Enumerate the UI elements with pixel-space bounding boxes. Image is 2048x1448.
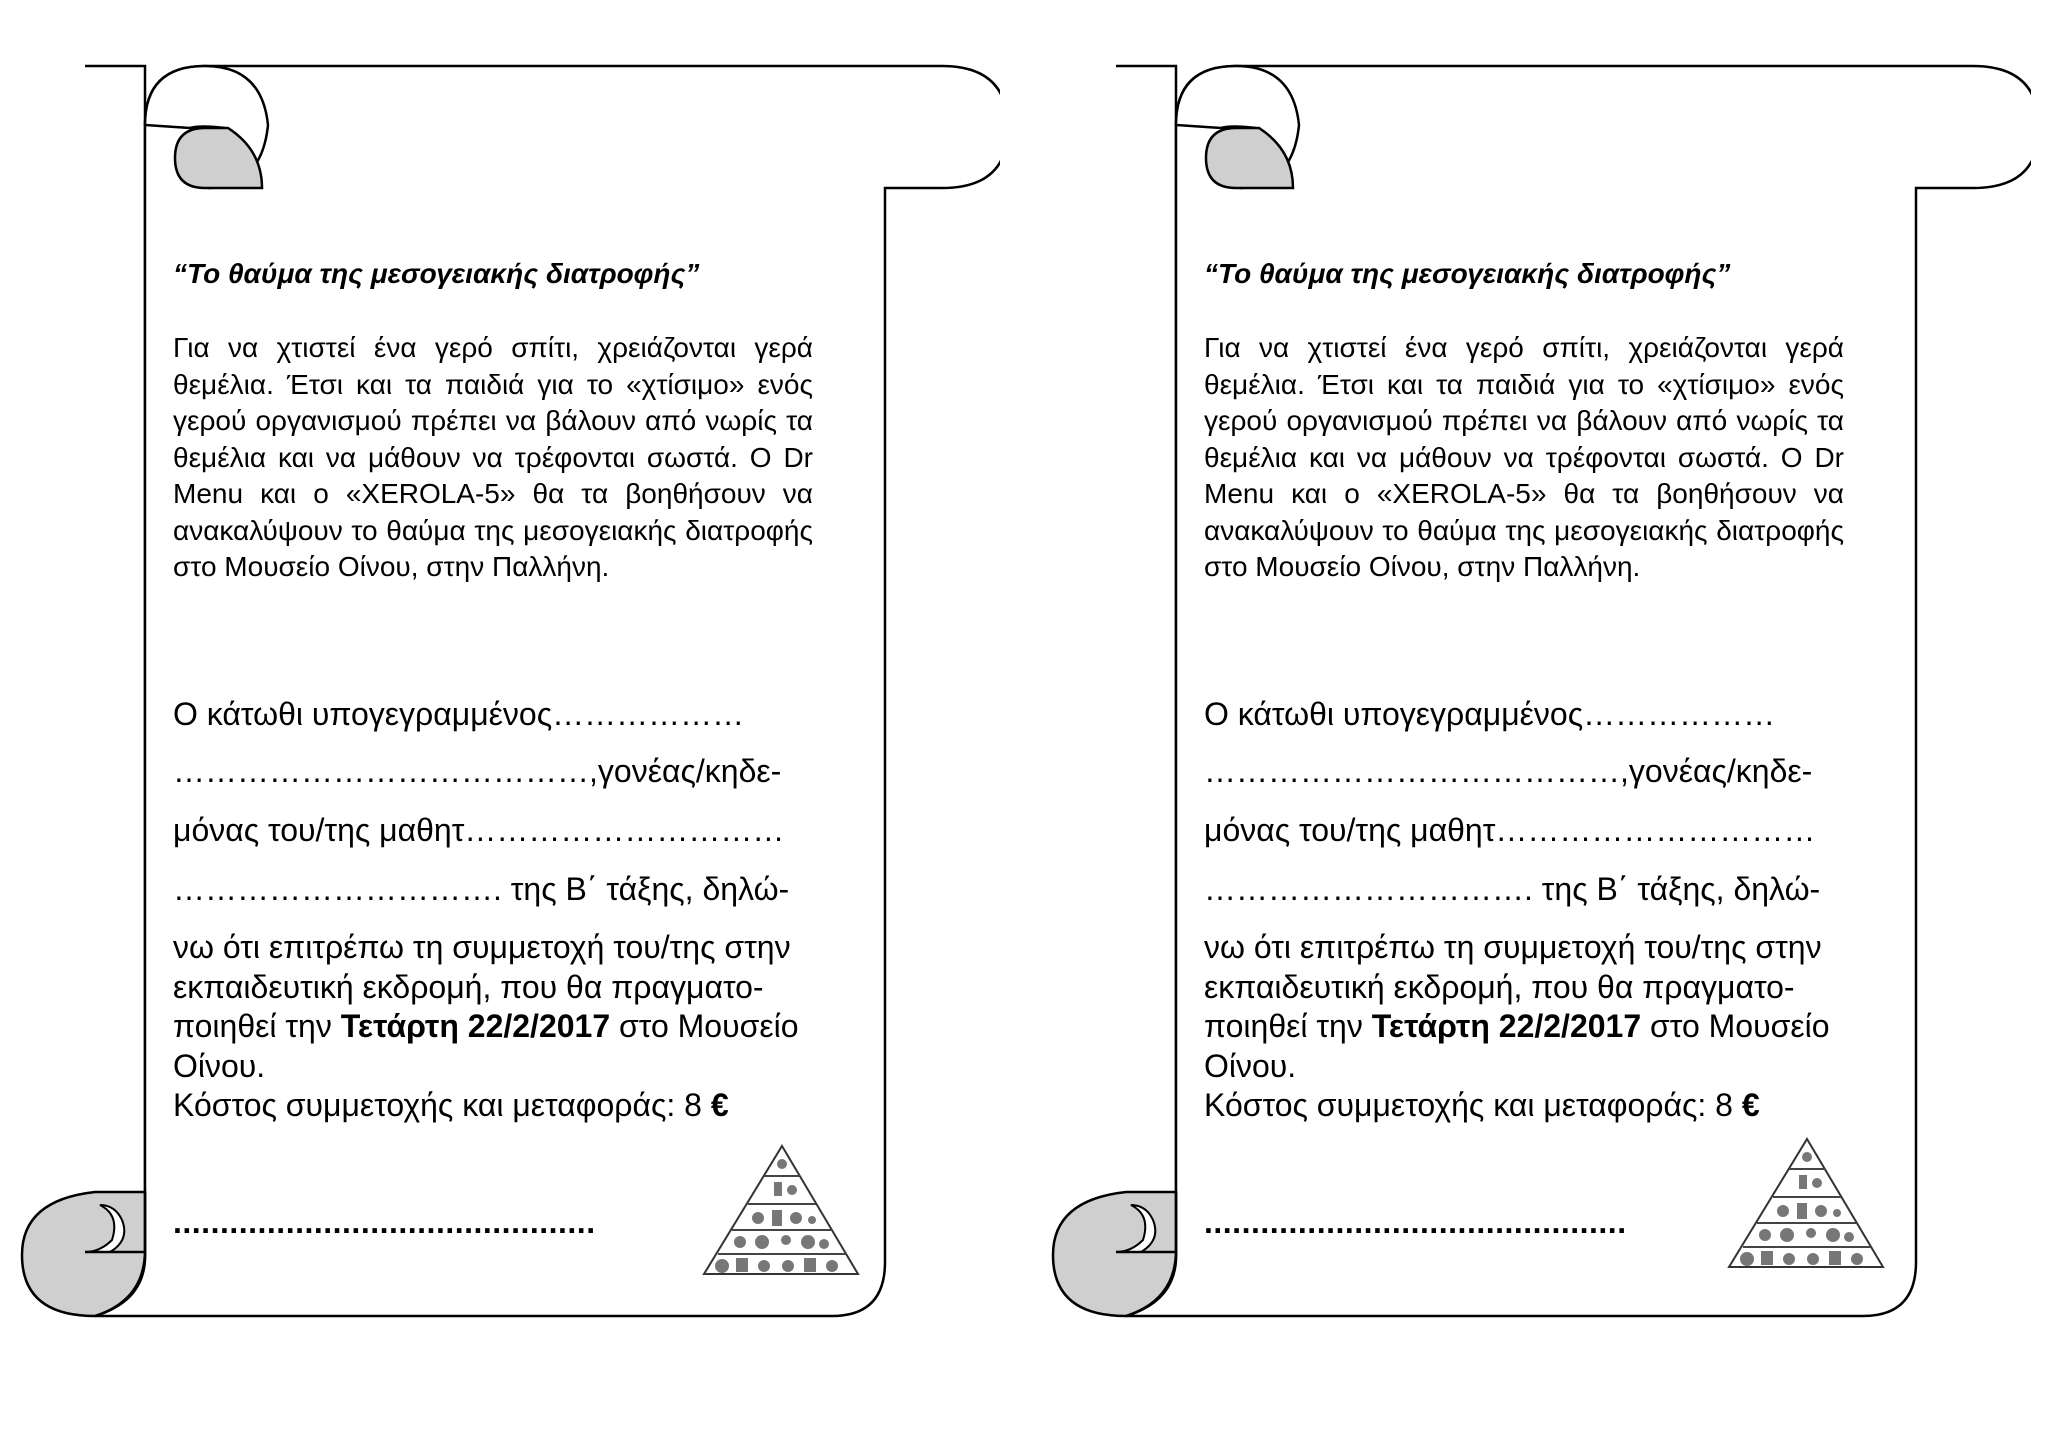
class-line: …………………………. της Β΄ τάξης, δηλώ- — [1204, 871, 1821, 907]
permission-slip-left — [0, 0, 1000, 1448]
consent-end: στο Μουσείο Οίνου. — [1204, 1008, 1830, 1084]
student-name-line: μόνας του/της μαθητ………………………… — [1204, 812, 1816, 848]
signature-line: ............................................. — [173, 1204, 596, 1240]
cost-line — [173, 1086, 853, 1126]
student-name-line: μόνας του/της μαθητ………………………… — [173, 812, 785, 848]
food-pyramid-icon — [700, 1142, 865, 1287]
consent-end: στο Μουσείο Οίνου. — [173, 1008, 799, 1084]
consent-paragraph — [1204, 928, 1884, 1126]
trip-date: Τετάρτη 22/2/2017 — [340, 1008, 611, 1044]
signature-line: ............................................. — [1204, 1204, 1627, 1240]
cost-currency: € — [710, 1087, 729, 1123]
permission-slip-right — [1031, 0, 2031, 1448]
consent-text: νω ότι επιτρέπω τη συμμετοχή του/της στην εκπαιδευτική εκδρομή, που θα πραγματο-ποιηθεί την — [173, 929, 791, 1044]
consent-paragraph — [173, 928, 853, 1126]
signer-name-line: Ο κάτωθι υπογεγραμμένος……………… — [1204, 696, 1776, 732]
cost-label: Κόστος συμμετοχής και μεταφοράς: 8 — [1204, 1087, 1742, 1123]
signer-name-line: Ο κάτωθι υπογεγραμμένος……………… — [173, 696, 745, 732]
slip-title: “Το θαύμα της μεσογειακής διατροφής” — [173, 258, 700, 289]
cost-currency: € — [1741, 1087, 1760, 1123]
consent-text: νω ότι επιτρέπω τη συμμετοχή του/της στην εκπαιδευτική εκδρομή, που θα πραγματο-ποιηθεί την — [1204, 929, 1822, 1044]
class-line: …………………………. της Β΄ τάξης, δηλώ- — [173, 871, 790, 907]
intro-paragraph: Για να χτιστεί ένα γερό σπίτι, χρειάζονται γερά θεμέλια. Έτσι και τα παιδιά για το «χτίσιμο» ενός γερού οργανισμού πρέπει να βάλουν από νωρίς τα θεμέλια και να μάθουν να τρέφονται σωστά. Ο Dr Menu και ο «XEROLA-5» θα τα βοηθήσουν να ανακαλύψουν το θαύμα της μεσογειακής διατροφής στο Μουσείο Οίνου, στην Παλλήνη. — [1204, 332, 1844, 582]
guardian-line: …………………………………,γονέας/κηδε- — [1204, 753, 1813, 789]
slip-title: “Το θαύμα της μεσογειακής διατροφής” — [1204, 258, 1731, 289]
intro-paragraph: Για να χτιστεί ένα γερό σπίτι, χρειάζονται γερά θεμέλια. Έτσι και τα παιδιά για το «χτίσιμο» ενός γερού οργανισμού πρέπει να βάλουν από νωρίς τα θεμέλια και να μάθουν να τρέφονται σωστά. Ο Dr Menu και ο «XEROLA-5» θα τα βοηθήσουν να ανακαλύψουν το θαύμα της μεσογειακής διατροφής στο Μουσείο Οίνου, στην Παλλήνη. — [173, 332, 813, 582]
cost-label: Κόστος συμμετοχής και μεταφοράς: 8 — [173, 1087, 711, 1123]
trip-date: Τετάρτη 22/2/2017 — [1371, 1008, 1642, 1044]
food-pyramid-icon — [1725, 1135, 1890, 1280]
guardian-line: …………………………………,γονέας/κηδε- — [173, 753, 782, 789]
cost-line — [1204, 1086, 1884, 1126]
